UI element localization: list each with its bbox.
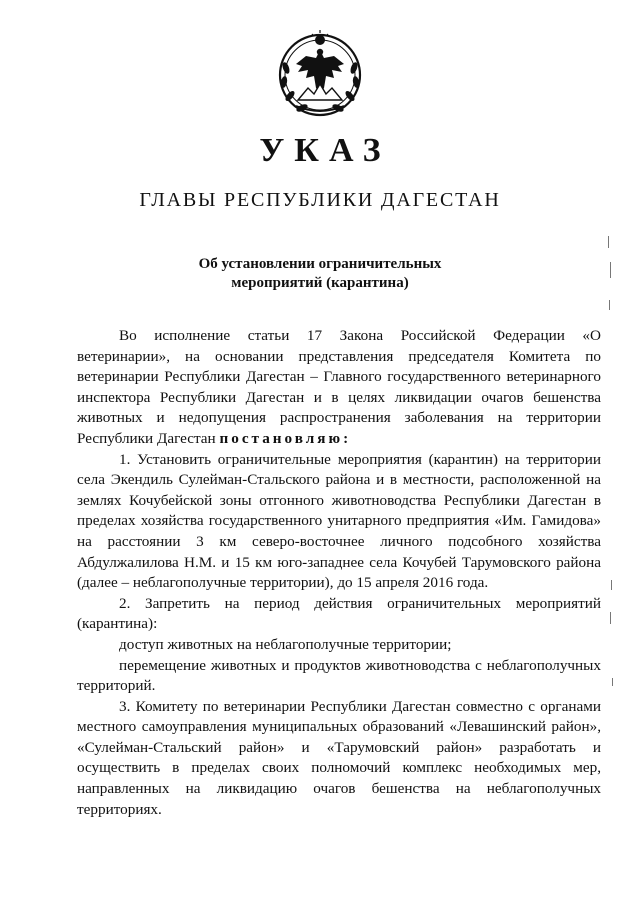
intro-text: Во исполнение статьи 17 Закона Российской Федерации «О ветеринарии», на основании представления председателя Комитета по ветеринарии Республики Дагестан – Главного государственного ветеринарного инспектора Республики Дагестан и в целях ликвидации очагов бешенства животных и недопущения распространения заболевания на территории Республики Дагестан [77,327,601,447]
document-subtitle: ГЛАВЫ РЕСПУБЛИКИ ДАГЕСТАН [139,189,501,211]
decree-heading-line-1: Об установлении ограничительных [198,256,442,272]
item-1-paragraph: 1. Установить ограничительные мероприятия (карантин) на территории села Экендиль Сулейман-Стальского района и в местности, расположенной на землях Кочубейской зоны отгонного животноводства Республики Дагестан в пределах хозяйства государственного унитарного предприятия «Им. Гамидова» на расстоянии 3 км северо-восточнее личного подсобного хозяйства Абдулжалилова Н.М. и 15 км юго-западнее села Кочубей Тарумовского района (далее – неблагополучные территории), до 15 апреля 2016 года. [77,450,601,592]
document-title: УКАЗ [259,132,391,169]
item-2-paragraph: 2. Запретить на период действия ограничительных мероприятий (карантина): [77,594,601,633]
decree-word: постановляю: [219,429,352,447]
dagestan-coat-of-arms [276,28,364,120]
decree-body [77,326,601,820]
item-2a-paragraph: доступ животных на неблагополучные территории; [119,635,452,653]
scan-margin-mark [609,300,610,310]
scan-margin-mark [611,580,612,590]
scan-margin-mark [612,678,613,686]
decree-heading-line-2: мероприятий (карантина) [231,275,409,291]
scan-margin-mark [608,236,609,248]
item-3-paragraph: 3. Комитету по ветеринарии Республики Дагестан совместно с органами местного самоуправления муниципальных образований «Левашинский район», «Сулейман-Стальский район» и «Тарумовский район» разработать и осуществить в пределах своих полномочий комплекс необходимых мер, направленных на ликвидацию очагов бешенства на неблагополучных территориях. [77,697,601,818]
intro-paragraph [77,326,601,450]
scan-margin-mark [610,262,611,278]
scan-margin-mark [610,612,611,624]
decree-heading [150,255,490,293]
item-2b-paragraph: перемещение животных и продуктов животноводства с неблагополучных территорий. [77,656,601,695]
